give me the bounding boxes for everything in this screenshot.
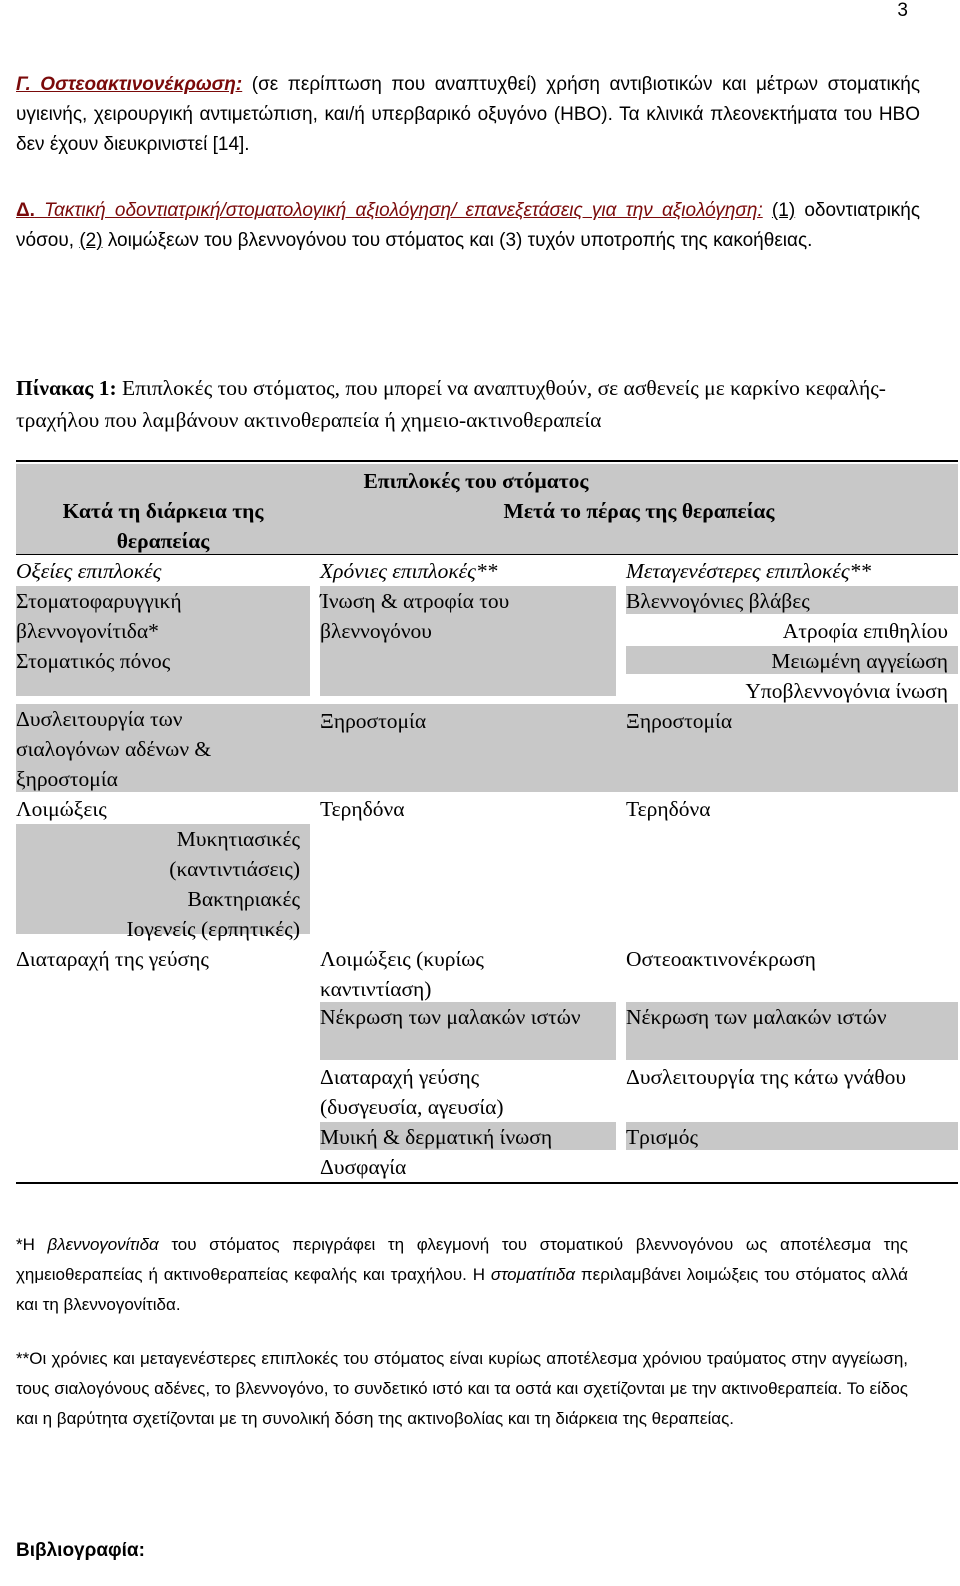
c2-fibrosis: Ίνωση & ατροφία του βλεννογόνου: [320, 589, 510, 643]
column-head-during-treatment: Κατά τη διάρκεια της θεραπείας: [62, 499, 264, 553]
table-top-rule: [16, 460, 958, 462]
c3-xerostomia: Ξηροστομία: [626, 709, 733, 733]
c2-fibrosis-skin: Μυική & δερματική ίνωση: [320, 1125, 553, 1149]
c3-atrophy: Ατροφία επιθηλίου: [782, 619, 948, 643]
page-number: 3: [897, 0, 908, 21]
c1-fungal: Μυκητιασικές (καντιντιάσεις): [169, 827, 300, 881]
subhead-late: Μεταγενέστερες επιπλοκές**: [626, 559, 872, 583]
footnote-1-term-mucositis: βλεννογονίτιδα: [47, 1235, 159, 1254]
column-head-after-treatment: Μετά το πέρας της θεραπείας: [503, 499, 775, 523]
footnote-1-term-stomatitis: στοματίτιδα: [490, 1265, 576, 1284]
paragraph-osteoradionecrosis: [16, 70, 920, 160]
c2-taste: Διαταραχή γεύσης (δυσγευσία, αγευσία): [320, 1065, 504, 1119]
c2-caries: Τερηδόνα: [320, 797, 405, 821]
footnote-chronic-complications: **Οι χρόνιες και μεταγενέστερες επιπλοκές του στόματος είναι κυρίως αποτέλεσμα χρόνιου τραύματος στην αγγείωση, τους σιαλογόνους αδένες, το βλεννογόνο, το συνδετικό ιστό και τα οστά και σχετίζονται με την ακτινοθεραπεία. Το είδος και η βαρύτητα σχετίζονται με τη συνολική δόση της ακτινοβολίας και τη διάρκεια της θεραπείας.: [16, 1349, 908, 1428]
c3-jaw-dysfunction: Δυσλειτουργία της κάτω γνάθου: [626, 1065, 907, 1089]
table-caption-text: Επιπλοκές του στόματος, που μπορεί να αναπτυχθούν, σε ασθενείς με καρκίνο κεφαλής-τραχήλου που λαμβάνουν ακτινοθεραπεία ή χημειο-ακτινοθεραπεία: [16, 376, 886, 432]
c1-infections: Λοιμώξεις: [16, 797, 107, 821]
paragraph-g-text: (σε περίπτωση που αναπτυχθεί) χρήση αντιβιοτικών και μέτρων στοματικής υγιεινής, χειρουργική αντιμετώπιση, και/ή υπερβαρικό οξυγόνο (HBO). Τα κλινικά πλεονεκτήματα του HBO δεν έχουν διευκρινιστεί [14].: [16, 74, 920, 155]
c3-caries: Τερηδόνα: [626, 797, 711, 821]
footnote-1-part-a: *Η: [16, 1235, 48, 1254]
c3-osteoradionecrosis: Οστεοακτινονέκρωση: [626, 947, 816, 971]
item-2-number: (2): [79, 230, 103, 251]
table-caption-label: Πίνακας 1:: [16, 376, 117, 400]
footnote-1-part-c: του στόματος περιγράφει τη φλεγμονή του στοματικού βλεννογόνου ως αποτέλεσμα της χημειοθεραπείας ή ακτινοθεραπείας κεφαλής και τραχήλου. Η: [16, 1235, 908, 1284]
item-2-text: λοιμώξεων του βλεννογόνου του στόματος και (3) τυχόν υποτροπής της κακοήθειας.: [102, 230, 813, 251]
c1-salivary: Δυσλειτουργία των σιαλογόνων αδένων & ξηροστομία: [16, 707, 212, 791]
c3-mucosal-lesions: Βλεννογόνιες βλάβες: [626, 589, 810, 613]
bibliography-heading: Βιβλιογραφία:: [16, 1540, 145, 1561]
c1-taste: Διαταραχή της γεύσης: [16, 947, 209, 971]
table-title: Επιπλοκές του στόματος: [363, 469, 589, 493]
c3-vascularity: Μειωμένη αγγείωση: [771, 649, 948, 673]
table-caption: [16, 372, 926, 436]
complications-table: [16, 460, 958, 1184]
c2-infections: Λοιμώξεις (κυρίως καντιντίαση): [320, 947, 484, 1001]
c3-submucosal-fibrosis: Υποβλεννογόνια ίνωση: [745, 679, 948, 703]
paragraph-d-heading: Τακτική οδοντιατρική/στοματολογική αξιολόγηση/ επανεξετάσεις για την αξιολόγηση:: [34, 200, 763, 221]
subhead-chronic: Χρόνιες επιπλοκές**: [320, 559, 498, 583]
c1-bacterial: Βακτηριακές: [187, 887, 300, 911]
paragraph-g-heading: Γ. Οστεοακτινονέκρωση:: [16, 74, 243, 95]
footnote-1-part-e: περιλαμβάνει λοιμώξεις του στόματος αλλά και τη βλεννογονίτιδα.: [16, 1265, 908, 1314]
c3-necrosis: Νέκρωση των μαλακών ιστών: [626, 1005, 887, 1029]
c2-xerostomia: Ξηροστομία: [320, 709, 427, 733]
c2-necrosis: Νέκρωση των μαλακών ιστών: [320, 1005, 581, 1029]
item-1-number: (1): [771, 200, 796, 221]
paragraph-dental-evaluation: [16, 196, 920, 256]
item-1-text: οδοντιατρικής νόσου,: [16, 200, 921, 251]
subhead-acute: Οξείες επιπλοκές: [16, 559, 162, 583]
c3-trismus: Τρισμός: [626, 1125, 699, 1149]
c2-dysphagia: Δυσφαγία: [320, 1155, 407, 1179]
table-bottom-rule: [16, 1182, 958, 1184]
footnote-mucositis: [16, 1230, 908, 1320]
paragraph-d-letter: Δ.: [16, 200, 35, 221]
c1-viral: Ιογενείς (ερπητικές): [126, 917, 300, 941]
c1-mucositis: Στοματοφαρυγγική βλεννογονίτιδα*: [16, 589, 182, 643]
c1-oral-pain: Στοματικός πόνος: [16, 649, 171, 673]
